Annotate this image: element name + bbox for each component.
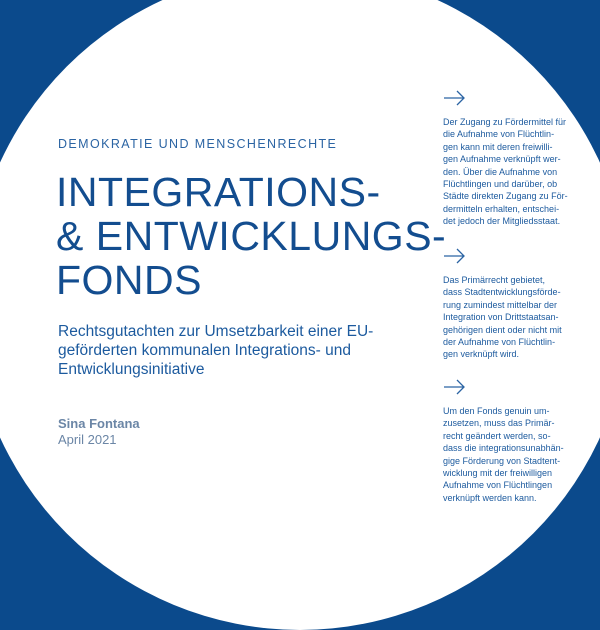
title-line-3: FONDS <box>56 257 202 303</box>
arrow-right-icon <box>443 378 467 396</box>
cover-subtitle: Rechtsgutachten zur Umsetzbarkeit einer EU-geförderten kommunalen Integrations- und Entwicklungsinitiative <box>58 323 374 378</box>
arrow-right-icon <box>443 89 467 107</box>
author-name: Sina Fontana <box>58 416 140 431</box>
publication-date: April 2021 <box>58 432 117 447</box>
cover-title <box>56 169 447 303</box>
title-line-1: INTEGRATIONS- <box>56 169 381 215</box>
arrow-right-icon <box>443 247 467 265</box>
key-finding-1 <box>443 89 583 228</box>
key-finding-2-text: Das Primärrecht gebietet, dass Stadtentwicklungsförde- rung zumindest mittelbar der Integration von Drittstaatsan- gehörigen dient oder nicht mit der Aufnahme von Flüchtlin- gen verknüpft wird. <box>443 275 562 360</box>
key-finding-3 <box>443 378 583 504</box>
key-finding-3-text: Um den Fonds genuin um- zusetzen, muss das Primär- recht geändert werden, so- dass die integrationsunabhän- gige Förderung von Stadtent- wicklung mit der freiwilligen Aufnahme von Flüchtlingen verknüpft werden kann. <box>443 406 564 503</box>
title-line-2: & ENTWICKLUNGS- <box>56 213 447 259</box>
series-label: DEMOKRATIE UND MENSCHENRECHTE <box>58 137 338 151</box>
key-finding-1-text: Der Zugang zu Fördermittel für die Aufnahme von Flüchtlin- gen kann mit deren freiwilli- gen Aufnahme verknüpft wer- den. Über die Aufnahme von Flüchtlingen und darüber, ob Städte direkten Zugang zu För- dermitteln erhalten, entschei- det jedoch der Mitgliedsstaat. <box>443 117 568 227</box>
key-finding-2 <box>443 247 583 361</box>
